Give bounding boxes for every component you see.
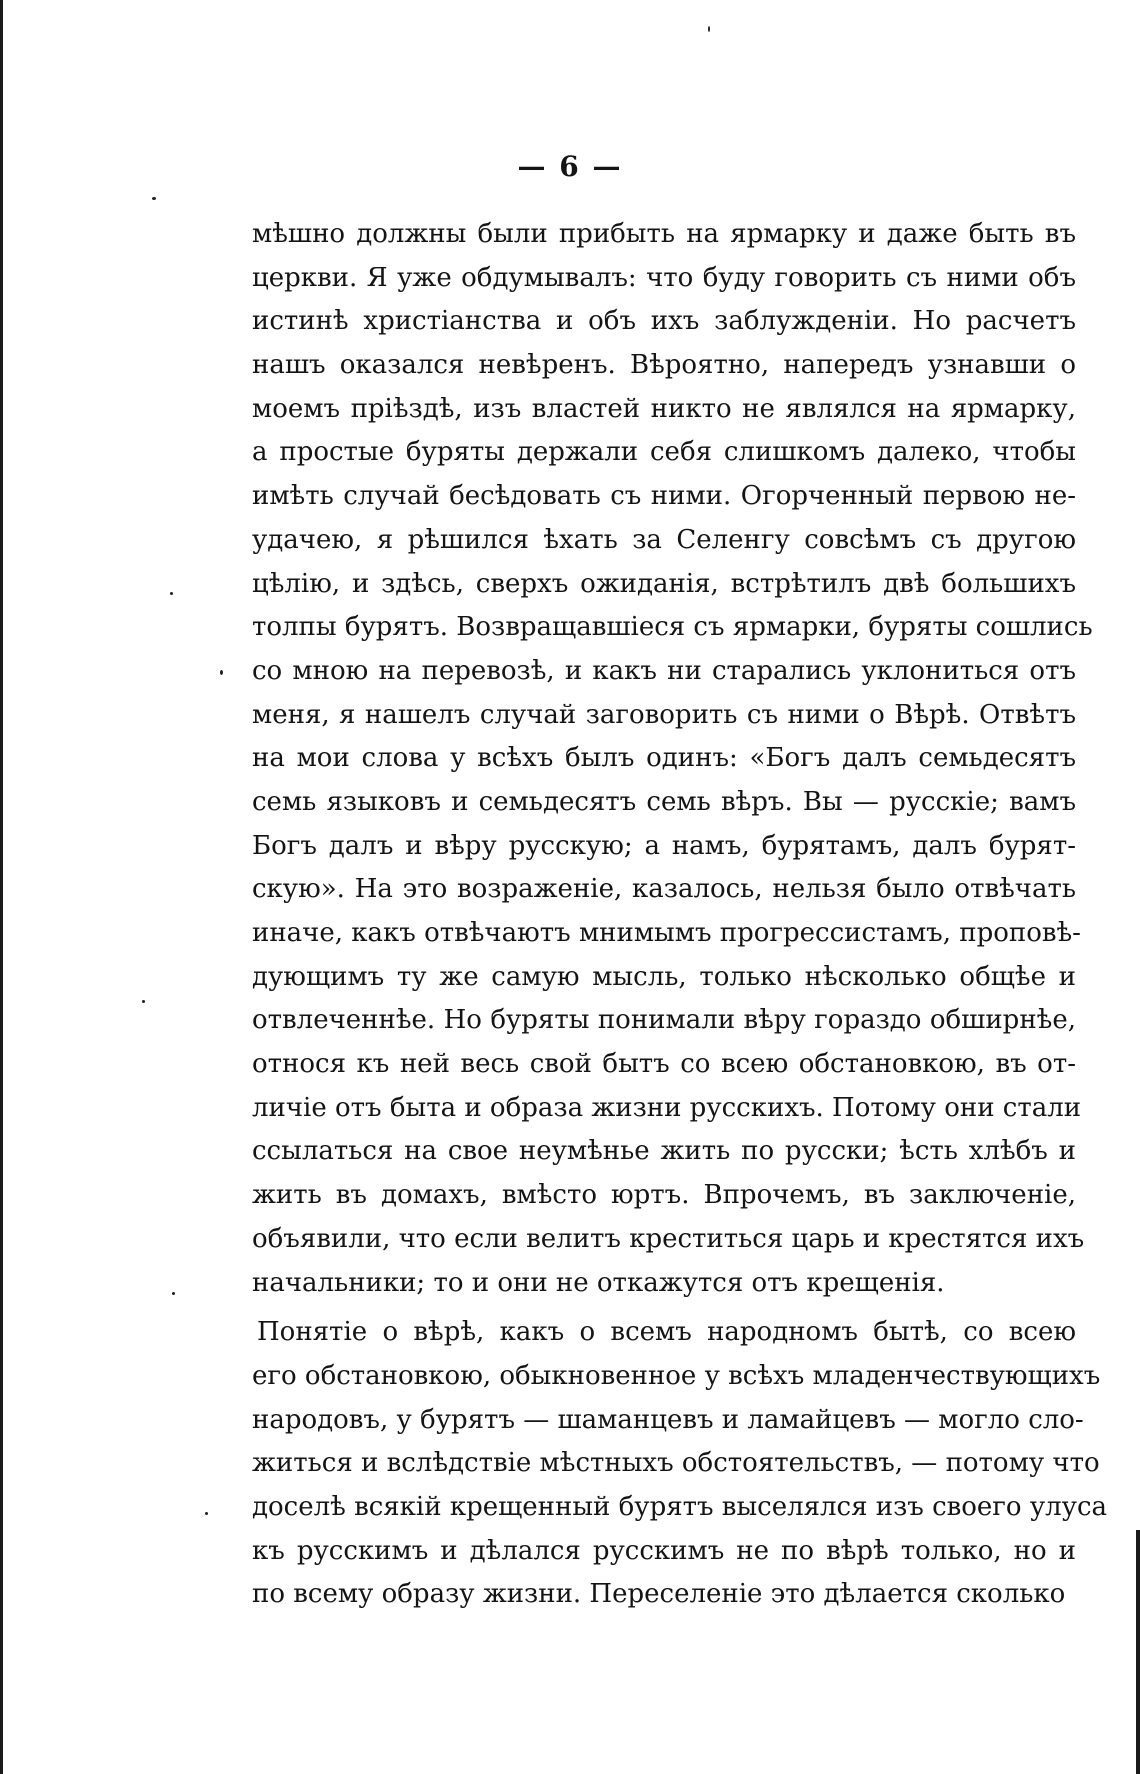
text-line: имѣть случай бесѣдовать съ ними. Огорченный первою не- <box>252 481 1076 512</box>
text-line: толпы бурятъ. Возвращавшіеся съ ярмарки, буряты сошлись <box>252 612 1093 643</box>
text-line: начальники; то и они не откажутся отъ крещенія. <box>252 1267 945 1298</box>
paragraph-2 <box>252 1311 1108 1617</box>
text-line: дующимъ ту же самую мысль, только нѣсколько общѣе и <box>252 961 1076 992</box>
text-line: по всему образу жизни. Переселеніе это дѣлается сколько <box>252 1579 1066 1610</box>
page-number: — 6 — <box>517 150 623 183</box>
text-line: истинѣ христіанства и объ ихъ заблужденіи. Но расчетъ <box>252 306 1076 337</box>
text-body <box>252 213 1108 1617</box>
text-line: доселѣ всякій крещенный бурятъ выселялся изъ своего улуса <box>252 1491 1108 1522</box>
text-line: Богъ далъ и вѣру русскую; а намъ, бурятамъ, далъ бурят- <box>252 830 1076 861</box>
text-line: народовъ, у бурятъ — шаманцевъ и ламайцевъ — могло сло- <box>252 1404 1084 1435</box>
text-line: цѣлію, и здѣсь, сверхъ ожиданія, встрѣтилъ двѣ большихъ <box>252 568 1076 599</box>
text-line: удачею, я рѣшился ѣхать за Селенгу совсѣмъ съ другою <box>252 524 1076 555</box>
text-line: нашъ оказался невѣренъ. Вѣроятно, напередъ узнавши о <box>252 350 1076 381</box>
text-line: а простые буряты держали себя слишкомъ далеко, чтобы <box>252 437 1076 468</box>
scan-speck <box>172 1292 175 1295</box>
text-line: на мои слова у всѣхъ былъ одинъ: «Богъ далъ семьдесятъ <box>252 743 1076 774</box>
text-line: моемъ пріѣздѣ, изъ властей никто не являлся на ярмарку, <box>252 393 1076 424</box>
text-line: относя къ ней весь свой бытъ со всею обстановкою, въ от- <box>252 1049 1076 1080</box>
scan-edge-right <box>1136 1530 1140 1774</box>
scan-edge-left <box>0 0 3 1774</box>
text-line: скую». На это возраженіе, казалось, нельзя было отвѣчать <box>252 874 1076 905</box>
text-line: къ русскимъ и дѣлался русскимъ не по вѣрѣ только, но и <box>252 1535 1076 1566</box>
scan-speck <box>205 1512 208 1515</box>
text-line: семь языковъ и семьдесятъ семь вѣръ. Вы — русскіе; вамъ <box>252 786 1076 817</box>
text-line: Понятіе о вѣрѣ, какъ о всемъ народномъ бытѣ, со всею <box>257 1317 1076 1348</box>
text-line: меня, я нашелъ случай заговорить съ ними о Вѣрѣ. Отвѣтъ <box>252 699 1076 730</box>
text-line: личіе отъ быта и образа жизни русскихъ. Потому они стали <box>252 1092 1082 1123</box>
text-line: иначе, какъ отвѣчаютъ мнимымъ прогрессистамъ, проповѣ- <box>252 918 1081 948</box>
text-line: отвлеченнѣе. Но буряты понимали вѣру гораздо обширнѣе, <box>252 1005 1076 1036</box>
scan-speck <box>142 1000 145 1003</box>
scan-speck <box>152 197 156 200</box>
scan-speck <box>220 670 223 675</box>
text-line: со мною на перевозѣ, и какъ ни старались уклониться отъ <box>252 655 1076 686</box>
text-line: церкви. Я уже обдумывалъ: что буду говорить съ ними объ <box>252 262 1076 293</box>
text-line: его обстановкою, обыкновенное у всѣхъ младенчествующихъ <box>252 1360 1101 1391</box>
text-line: жить въ домахъ, вмѣсто юртъ. Впрочемъ, въ заключеніе, <box>252 1180 1076 1211</box>
text-line: ссылаться на свое неумѣнье жить по русски; ѣсть хлѣбъ и <box>252 1136 1076 1167</box>
text-line: житься и вслѣдствіе мѣстныхъ обстоятельствъ, — потому что <box>252 1448 1100 1479</box>
scan-speck <box>708 26 710 32</box>
text-line: объявили, что если велитъ креститься царь и крестятся ихъ <box>252 1223 1085 1254</box>
scan-speck <box>170 592 173 595</box>
text-line: мѣшно должны были прибыть на ярмарку и даже быть въ <box>252 219 1076 249</box>
paragraph-1 <box>252 213 1093 1305</box>
